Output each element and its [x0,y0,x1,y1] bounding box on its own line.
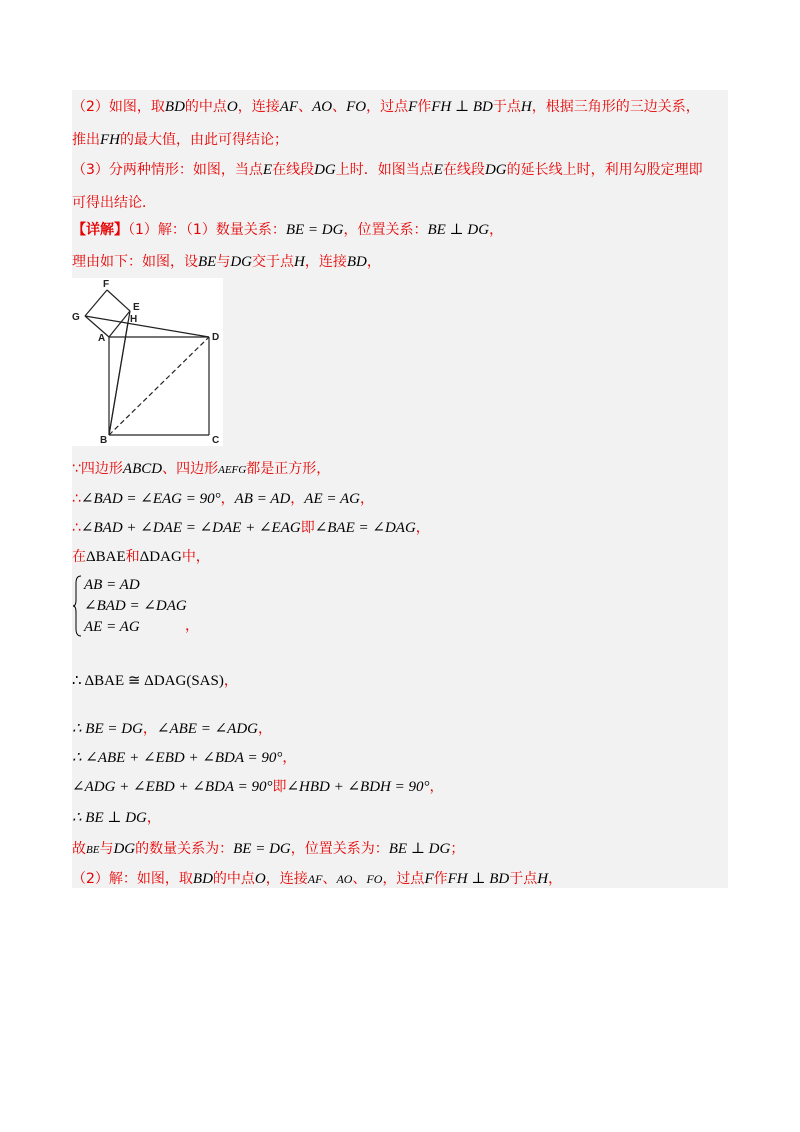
math: BE ⊥ DG [388,841,451,857]
text: 和 [125,549,140,565]
math: ∴ BE ⊥ DG [72,810,147,826]
segment-bd-dashed [109,337,209,435]
label-h: H [130,314,138,325]
text: 的中点 [184,99,227,115]
text: （2）如图，取 [72,99,165,115]
math: ΔDAG [139,549,182,565]
text: 与 [216,254,231,270]
math: H [537,871,549,887]
text: 在线段 [442,162,485,178]
segment-bh [109,322,128,435]
detail-line-2 [72,252,728,272]
math: BE [198,254,217,270]
text: ，连接 [304,254,347,270]
text: ， [290,491,305,507]
text: ，过点 [382,871,425,887]
math: O [254,871,266,887]
math: ∠BAD = ∠EAG = 90° [80,491,221,507]
proof-conclusion [72,839,728,860]
text: 即 [300,520,315,536]
math: ∠BAE = ∠DAG [314,520,416,536]
label-c: C [212,435,220,446]
detail-heading: 【详解】 [72,222,128,238]
therefore-symbol: ∴ [72,491,81,507]
math: FH ⊥ BD [447,871,510,887]
text: 可得出结论． [72,195,156,211]
analysis-line-3 [72,160,728,180]
text: ，根据三角形的三边关系， [531,99,700,115]
text: ， [429,779,444,795]
proof-line-4 [72,547,728,567]
math: AEFG [218,464,247,476]
text: 、 [322,871,337,887]
math: F [408,99,418,115]
text: （3）分两种情形：如图，当点 [72,162,263,178]
math: DG [230,254,252,270]
text: ，连接 [265,871,308,887]
math: FO [366,872,383,886]
math: ∴ ΔBAE ≅ ΔDAG(SAS) [72,673,224,689]
math: FH ⊥ BD [431,99,493,115]
detail-line-1 [72,220,728,240]
analysis-line-2b [72,130,728,150]
text: 与 [99,841,114,857]
text: ， [548,871,563,887]
proof-line-5 [72,671,728,691]
math: BE = DG [285,222,344,238]
label-d: D [212,332,220,343]
proof-line-3 [72,518,728,538]
text: ， [146,810,161,826]
text: 理由如下：如图，设 [72,254,198,270]
math: BE [86,844,100,856]
text: 中， [181,549,210,565]
text: ，位置关系为： [290,841,389,857]
condition-list [84,575,187,638]
square-diagram [72,278,223,446]
math: H [520,99,532,115]
math: BE ⊥ DG [427,222,490,238]
math: ∠ABE = ∠ADG [156,721,258,737]
label-f: F [103,279,110,290]
label-a: A [98,333,106,344]
text: 于点 [509,871,538,887]
text: ， [257,721,272,737]
analysis-line-3b [72,193,728,213]
math: E [262,162,273,178]
text: ， [359,491,374,507]
math: AB = AD [234,491,291,507]
math: E [433,162,443,178]
text: ； [450,841,465,857]
proof-line-2 [72,489,728,509]
left-brace [72,575,82,637]
label-g: G [72,312,80,323]
text: ，位置关系： [343,222,428,238]
text: 的延长线上时，利用勾股定理即 [506,162,703,178]
math: ∠BAD + ∠DAE = ∠DAE + ∠EAG [80,520,301,536]
text: ∵四边形 [72,461,123,477]
condition-row: AE = AG [84,619,140,635]
math: AO [336,872,353,886]
text: ， [220,491,235,507]
text: 、 [298,99,313,115]
segment-gf [85,290,107,316]
text: 都是正方形， [246,461,331,477]
math: DG [484,162,507,178]
proof-line-6 [72,719,728,739]
label-b: B [100,435,108,446]
text: ， [282,750,297,766]
text: 作 [417,99,432,115]
geometry-figure [72,278,223,446]
text: 推出 [72,132,100,148]
math: FH [100,132,120,148]
math: F [424,871,434,887]
text: 的数量关系为： [135,841,234,857]
text: 的最大值，由此可得结论； [120,132,288,148]
math: H [294,254,305,270]
text: 、四边形 [162,461,219,477]
text: ，连接 [237,99,280,115]
math: ∠HBD + ∠BDH = 90° [286,779,430,795]
condition-row: ∠BAD = ∠DAG [84,598,187,614]
proof-line-1 [72,459,728,480]
text: （1）解：（1）数量关系： [128,222,286,238]
text: ， [415,520,430,536]
math: DG [314,162,336,178]
text: ， [142,721,157,737]
proof-line-9 [72,808,728,828]
text: ， [366,254,381,270]
math: ∴ BE = DG [72,721,143,737]
text: 交于点 [252,254,294,270]
text: 的中点 [212,871,255,887]
text: ，过点 [366,99,409,115]
math: AF [307,872,323,886]
text: （2）解：如图，取 [72,871,193,887]
proof-line-8 [72,777,728,797]
part2-line-1 [72,869,728,889]
text: 、 [352,871,367,887]
analysis-line-2 [72,97,728,117]
math: ΔBAE [86,549,126,565]
math: AO [312,99,333,115]
text: 在 [72,549,86,565]
math: AF [279,99,299,115]
math: BD [164,99,185,115]
text: 故 [72,841,86,857]
proof-line-7 [72,748,728,768]
text: 、 [332,99,347,115]
segment-fe [107,290,130,311]
condition-row: AB = AD [84,577,140,593]
math: AE = AG [304,491,360,507]
math: BE = DG [233,841,291,857]
text: 于点 [492,99,521,115]
label-e: E [133,302,140,313]
math: FO [346,99,367,115]
math: BD [346,254,367,270]
text: 上时．如图当点 [335,162,434,178]
math: ∴ ∠ABE + ∠EBD + ∠BDA = 90° [72,750,283,766]
math: ABCD [122,461,163,477]
math: O [226,99,238,115]
therefore-symbol: ∴ [72,520,81,536]
math: DG [113,841,136,857]
text: ， [185,618,199,634]
math: BD [192,871,213,887]
text: ， [489,222,504,238]
text: 作 [433,871,448,887]
congruence-conditions [72,575,272,643]
text: 即 [272,779,287,795]
text: 在线段 [272,162,315,178]
text: ， [223,673,238,689]
math: ∠ADG + ∠EBD + ∠BDA = 90° [72,779,273,795]
